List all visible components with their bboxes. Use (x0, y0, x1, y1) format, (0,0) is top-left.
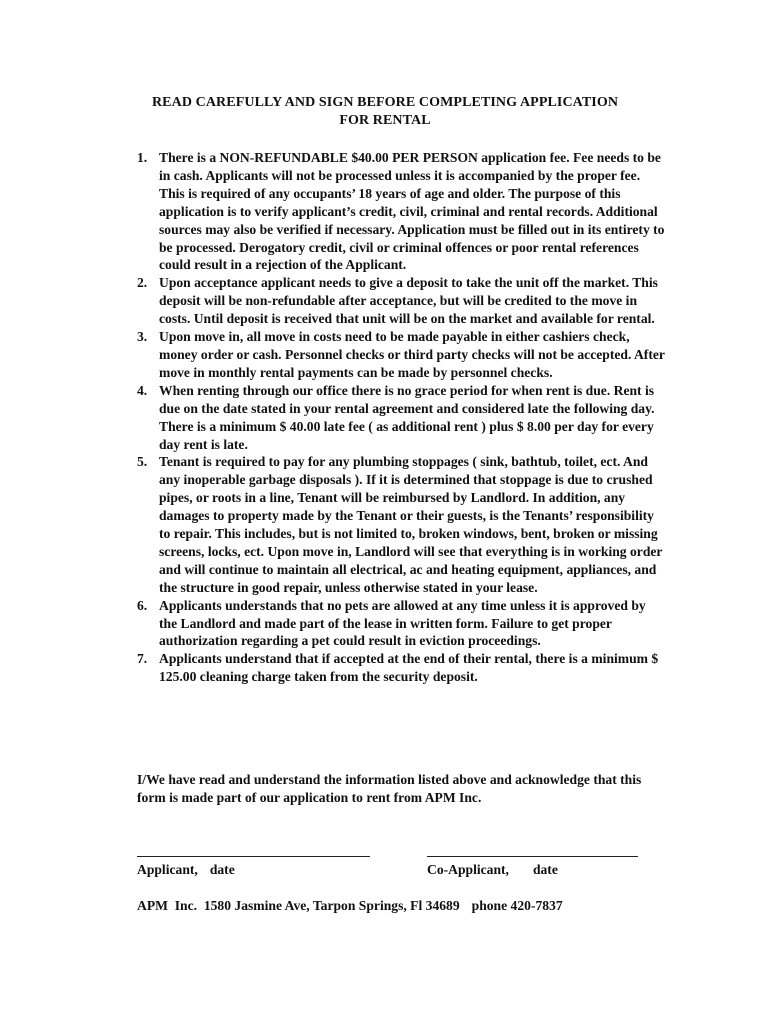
term-number: 5. (137, 454, 148, 470)
coapplicant-signature-line[interactable] (427, 856, 638, 857)
term-item-3 (137, 328, 667, 382)
heading-line-2: FOR RENTAL (339, 113, 431, 128)
term-item-5 (137, 453, 667, 596)
term-number: 6. (137, 597, 148, 613)
term-text: Upon acceptance applicant needs to give a deposit to take the unit off the market. This deposit will be non-refundable after acceptance, but will be credited to the move in costs. Until deposit is received that unit will be on the market and available for rental. (159, 275, 658, 327)
term-item-6 (137, 597, 667, 651)
term-item-4 (137, 382, 667, 454)
term-text: There is a NON-REFUNDABLE $40.00 PER PERSON application fee. Fee needs to be in cash. Applicants will not be processed unless it is accompanied by the proper fee. This is required of any occupants’ 18 years of age and older. The purpose of this application is to verify applicant’s credit, civil, criminal and rental records. Additional sources may also be verified if necessary. Application must be filled out in its entirety to be processed. Derogatory credit, civil or criminal offences or poor rental references could result in a rejection of the Applicant. (159, 150, 665, 273)
term-text: Applicants understands that no pets are allowed at any time unless it is approved by the Landlord and made part of the lease in written form. Failure to get proper authorization regarding a pet could result in eviction proceedings. (159, 597, 646, 649)
term-number: 4. (137, 382, 148, 398)
applicant-label: Applicant, (137, 862, 198, 877)
acknowledgement-statement: I/We have read and understand the information listed above and acknowledge that this form is made part of our application to rent from APM Inc. (137, 772, 642, 805)
coapplicant-date-label: date (532, 862, 558, 877)
document-heading (120, 94, 650, 130)
term-text: When renting through our office there is no grace period for when rent is due. Rent is due on the date stated in your rental agreement and considered late the following day. There is a minimum $ 40.00 late fee ( as additional rent ) plus $ 8.00 per day for every day rent is late. (159, 382, 655, 452)
heading-line-1: READ CAREFULLY AND SIGN BEFORE COMPLETING APPLICATION (151, 95, 619, 110)
applicant-signature-caption (137, 861, 235, 879)
term-number: 1. (137, 150, 148, 165)
term-text: Tenant is required to pay for any plumbing stoppages ( sink, bathtub, toilet, ect. And any inoperable garbage disposals ). If it is determined that stoppage is due to crushed pipes, or roots in a line, Tenant will be reimbursed by Landlord. In addition, any damages to property made by the Tenant or their guests, is the Tenants’ responsibility to repair. This includes, but is not limited to, broken windows, bent, broken or missing screens, locks, ect. Upon move in, Landlord will see that everything is in working order and will continue to maintain all electrical, ac and heating equipment, appliances, and the structure in good repair, unless otherwise stated in your lease. (159, 454, 663, 595)
coapplicant-label: Co-Applicant, (427, 862, 509, 877)
coapplicant-signature-caption (427, 861, 558, 879)
term-number: 7. (137, 651, 148, 667)
term-number: 3. (137, 329, 148, 345)
term-text: Applicants understand that if accepted at the end of their rental, there is a minimum $ 125.00 cleaning charge taken from the security deposit. (159, 651, 659, 685)
term-item-2 (137, 274, 667, 328)
term-number: 2. (137, 275, 148, 291)
company-phone: phone 420-7837 (471, 898, 563, 913)
term-text: Upon move in, all move in costs need to be made payable in either cashiers check, money order or cash. Personnel checks or third party checks will not be accepted. After move in monthly rental payments can be made by personnel checks. (159, 329, 665, 380)
term-item-1 (137, 149, 667, 274)
company-contact-footer (137, 897, 563, 915)
term-item-7 (137, 650, 667, 686)
applicant-date-label: date (209, 862, 235, 877)
terms-list (137, 149, 667, 686)
applicant-signature-line[interactable] (137, 856, 370, 857)
company-address: APM Inc. 1580 Jasmine Ave, Tarpon Springs, Fl 34689 (137, 898, 460, 913)
